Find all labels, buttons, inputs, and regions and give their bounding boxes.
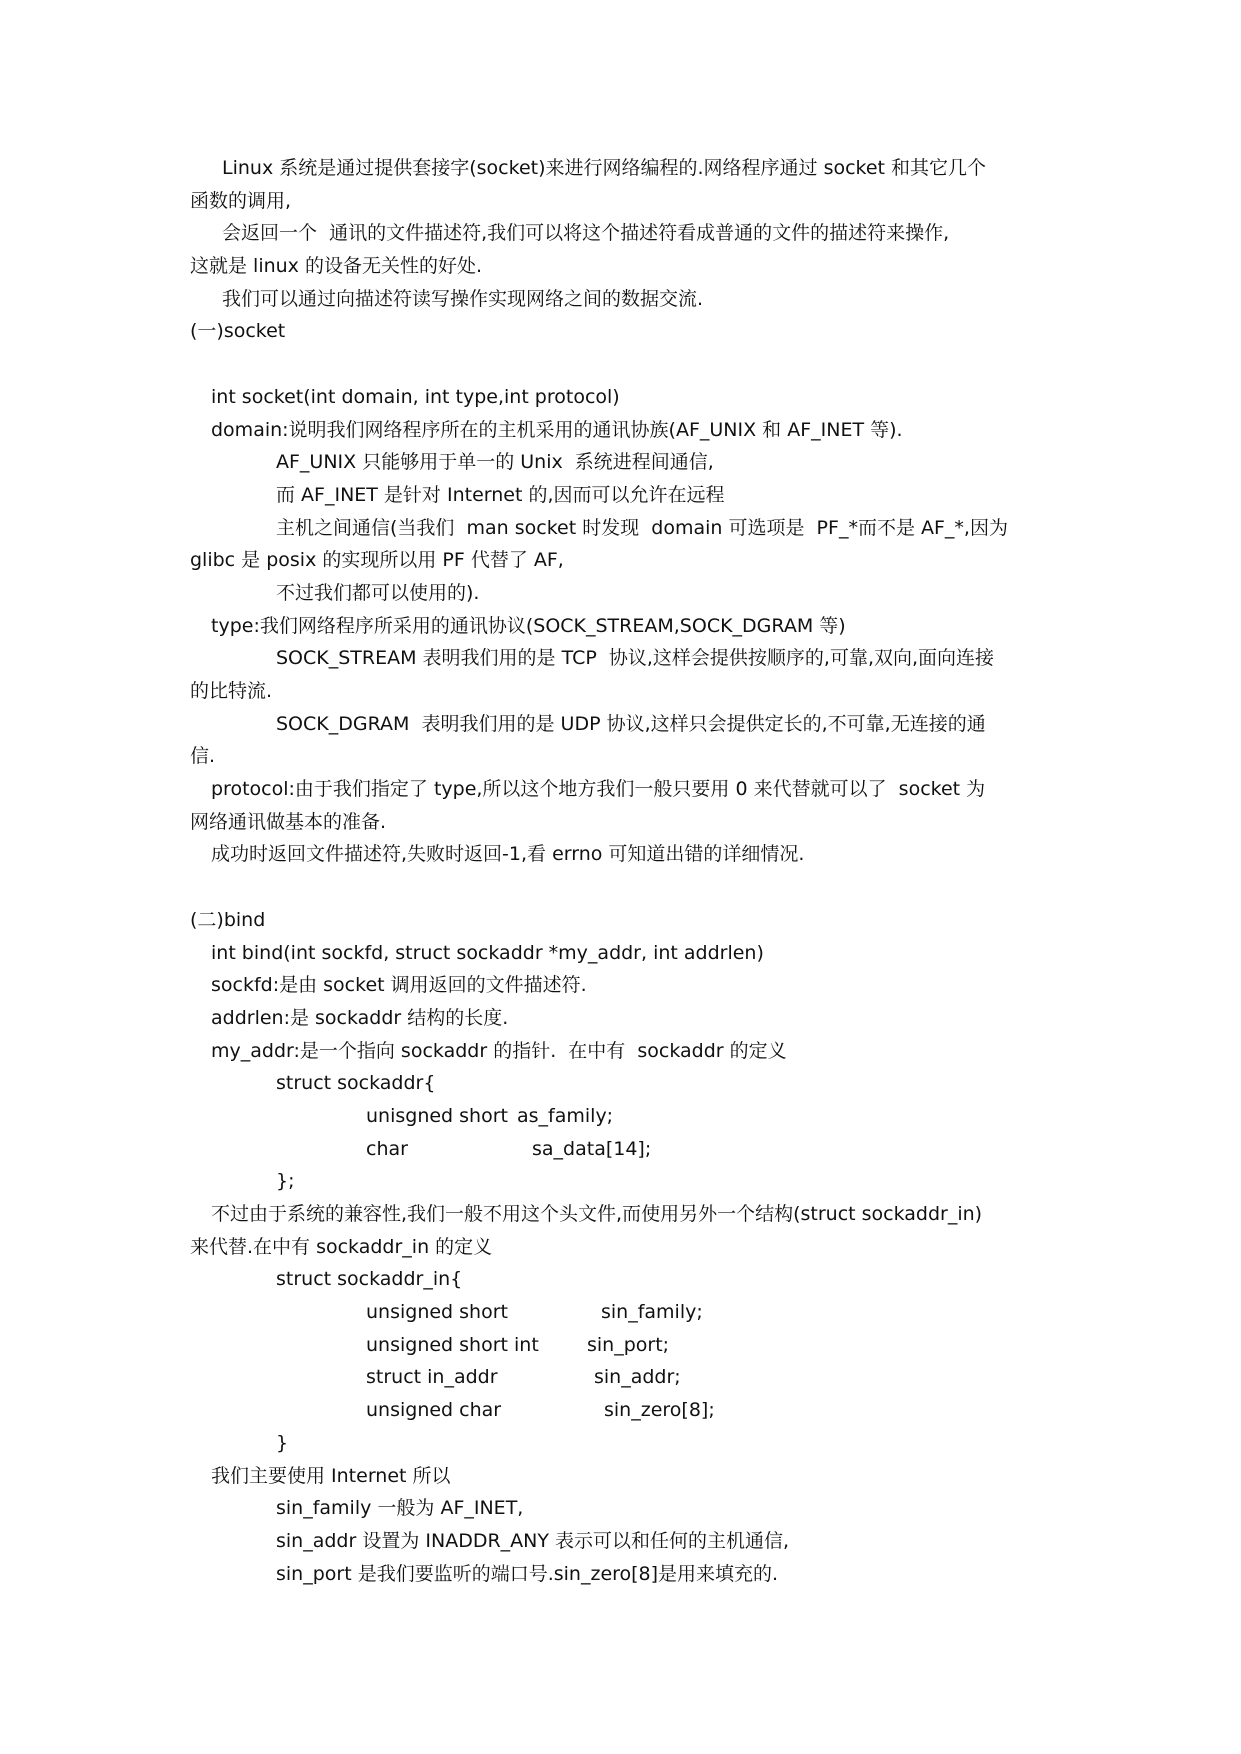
field-name: sin_port;	[587, 1333, 670, 1356]
field-type: struct in_addr	[366, 1366, 498, 1389]
field-type: unsigned short int	[366, 1333, 539, 1356]
sin-family-note: sin_family 一般为 AF_INET,	[276, 1497, 524, 1520]
internet-usage-note: 我们主要使用 Internet 所以	[211, 1464, 451, 1487]
field-name: as_family;	[517, 1104, 614, 1127]
paragraph-descriptor-line-2: 这就是 linux 的设备无关性的好处.	[190, 255, 483, 278]
bind-sockfd-desc: sockfd:是由 socket 调用返回的文件描述符.	[211, 974, 587, 997]
field-name: sin_addr;	[594, 1366, 681, 1389]
field-name: sin_zero[8];	[604, 1399, 715, 1422]
paragraph-data-exchange: 我们可以通过向描述符读写操作实现网络之间的数据交流.	[222, 287, 704, 310]
struct-sockaddr-in-close: }	[276, 1431, 289, 1454]
struct-sockaddr-in-field-port	[190, 1329, 1058, 1362]
field-type: unsigned short	[366, 1301, 508, 1324]
paragraph-intro-line-2: 函数的调用,	[190, 189, 292, 212]
struct-sockaddr-in-field-family	[190, 1296, 1058, 1329]
section-heading-socket: (一)socket	[190, 320, 286, 343]
field-type: unisgned short	[366, 1104, 508, 1127]
sock-stream-desc-line-1: SOCK_STREAM 表明我们用的是 TCP 协议,这样会提供按顺序的,可靠,双向,面向连接	[276, 647, 995, 670]
sock-dgram-desc-line-1: SOCK_DGRAM 表明我们用的是 UDP 协议,这样只会提供定长的,不可靠,无连接的通	[276, 712, 986, 735]
blank-line	[190, 871, 1058, 904]
pf-note-line-1: 主机之间通信(当我们 man socket 时发现 domain 可选项是 PF_*而不是 AF_*,因为	[276, 516, 1008, 539]
sock-dgram-desc-line-2: 信.	[190, 745, 216, 768]
compat-note-line-2: 来代替.在中有 sockaddr_in 的定义	[190, 1235, 493, 1258]
field-type: char	[366, 1137, 408, 1160]
compat-note-line-1: 不过由于系统的兼容性,我们一般不用这个头文件,而使用另外一个结构(struct sockaddr_in)	[211, 1203, 983, 1225]
af-unix-desc: AF_UNIX 只能够用于单一的 Unix 系统进程间通信,	[276, 451, 714, 474]
struct-sockaddr-field-data	[190, 1133, 1058, 1166]
socket-type-desc: type:我们网络程序所采用的通讯协议(SOCK_STREAM,SOCK_DGRAM 等)	[211, 614, 846, 637]
field-type: unsigned char	[366, 1399, 502, 1422]
sin-addr-note: sin_addr 设置为 INADDR_ANY 表示可以和任何的主机通信,	[276, 1529, 790, 1552]
field-name: sin_family;	[601, 1301, 703, 1324]
struct-sockaddr-open: struct sockaddr{	[276, 1072, 436, 1095]
paragraph-descriptor-line-1: 会返回一个 通讯的文件描述符,我们可以将这个描述符看成普通的文件的描述符来操作,	[222, 222, 950, 245]
struct-sockaddr-in-open: struct sockaddr_in{	[276, 1268, 463, 1291]
struct-sockaddr-in-field-zero	[190, 1394, 1058, 1427]
protocol-desc-line-2: 网络通讯做基本的准备.	[190, 810, 387, 833]
struct-sockaddr-field-family	[190, 1100, 1058, 1133]
protocol-desc-line-1: protocol:由于我们指定了 type,所以这个地方我们一般只要用 0 来代替就可以了 socket 为	[211, 778, 986, 801]
sin-port-note: sin_port 是我们要监听的端口号.sin_zero[8]是用来填充的.	[276, 1562, 779, 1585]
pf-note-line-3: 不过我们都可以使用的).	[276, 581, 480, 604]
bind-signature: int bind(int sockfd, struct sockaddr *my_addr, int addrlen)	[211, 941, 764, 964]
socket-signature: int socket(int domain, int type,int protocol)	[211, 385, 620, 408]
socket-return-desc: 成功时返回文件描述符,失败时返回-1,看 errno 可知道出错的详细情况.	[211, 843, 805, 866]
blank-line	[190, 348, 1058, 381]
paragraph-intro-line-1: Linux 系统是通过提供套接字(socket)来进行网络编程的.网络程序通过 socket 和其它几个	[222, 157, 987, 179]
document-page	[190, 152, 1058, 1590]
section-heading-bind: (二)bind	[190, 908, 266, 931]
struct-sockaddr-in-field-addr	[190, 1361, 1058, 1394]
bind-addrlen-desc: addrlen:是 sockaddr 结构的长度.	[211, 1006, 509, 1029]
pf-note-line-2: glibc 是 posix 的实现所以用 PF 代替了 AF,	[190, 549, 564, 572]
bind-my-addr-desc: my_addr:是一个指向 sockaddr 的指针. 在中有 sockaddr 的定义	[211, 1039, 787, 1062]
struct-sockaddr-close: };	[276, 1170, 295, 1193]
af-inet-desc: 而 AF_INET 是针对 Internet 的,因而可以允许在远程	[276, 483, 725, 506]
field-name: sa_data[14];	[532, 1137, 652, 1160]
sock-stream-desc-line-2: 的比特流.	[190, 680, 273, 702]
socket-domain-desc: domain:说明我们网络程序所在的主机采用的通讯协族(AF_UNIX 和 AF_INET 等).	[211, 418, 903, 441]
